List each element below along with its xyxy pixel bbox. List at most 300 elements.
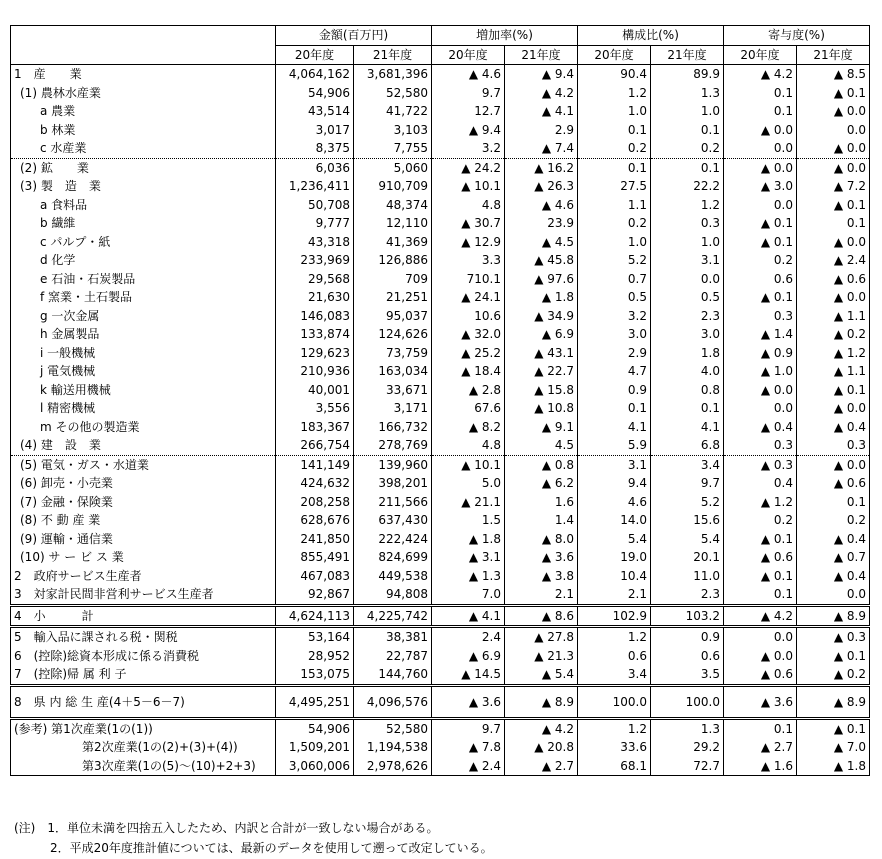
cell-value: 0.1 <box>724 102 797 121</box>
row-label: (6) 卸売・小売業 <box>20 476 113 491</box>
cell-value: 0.2 <box>578 139 651 158</box>
cell-value: 183,367 <box>276 418 354 437</box>
cell-value: 1.2 <box>578 84 651 103</box>
row-label: 6 (控除)総資本形成に係る消費税 <box>14 648 199 663</box>
row-label: i 一般機械 <box>40 345 96 360</box>
cell-value: ▲ 0.0 <box>797 288 870 307</box>
cell-value: 73,759 <box>354 344 432 363</box>
cell-value: 4.5 <box>505 436 578 455</box>
cell-value: 163,034 <box>354 362 432 381</box>
cell-value: ▲ 97.6 <box>505 270 578 289</box>
table-row <box>11 757 870 776</box>
cell-value: 0.5 <box>578 288 651 307</box>
table-row <box>11 288 870 307</box>
cell-value: ▲ 25.2 <box>432 344 505 363</box>
cell-value: ▲ 0.6 <box>797 270 870 289</box>
cell-value: ▲ 0.4 <box>797 567 870 586</box>
cell-value: ▲ 0.1 <box>797 647 870 666</box>
cell-value: 50,708 <box>276 196 354 215</box>
cell-value: 100.0 <box>651 685 724 718</box>
cell-value: 5.9 <box>578 436 651 455</box>
table-row <box>11 84 870 103</box>
cell-value: 637,430 <box>354 511 432 530</box>
cell-value: ▲ 4.2 <box>724 605 797 627</box>
row-label: k 輸送用機械 <box>40 382 111 397</box>
cell-value: 166,732 <box>354 418 432 437</box>
row-label: 4 小 計 <box>11 605 276 627</box>
cell-value: ▲ 0.0 <box>724 121 797 140</box>
gdp-table-wrap <box>10 25 870 776</box>
row-label: 7 (控除)帰 属 利 子 <box>14 667 127 682</box>
cell-value: 0.1 <box>651 399 724 418</box>
cell-value: ▲ 6.9 <box>505 325 578 344</box>
cell-value: 53,164 <box>276 627 354 647</box>
cell-value: 2.9 <box>578 344 651 363</box>
cell-value: 0.1 <box>578 399 651 418</box>
cell-value: 9,777 <box>276 214 354 233</box>
cell-value: 5.2 <box>578 251 651 270</box>
header-group-row <box>11 26 870 46</box>
cell-value: ▲ 10.1 <box>432 177 505 196</box>
row-label: a 農業 <box>40 104 76 119</box>
cell-value: ▲ 1.2 <box>797 344 870 363</box>
cell-value: 211,566 <box>354 493 432 512</box>
cell-value: 709 <box>354 270 432 289</box>
header-year: 20年度 <box>432 45 505 65</box>
cell-value: 241,850 <box>276 530 354 549</box>
cell-value: ▲ 4.2 <box>505 718 578 738</box>
row-label: (10) サ ー ビ ス 業 <box>20 550 124 565</box>
header-year: 21年度 <box>354 45 432 65</box>
cell-value: 54,906 <box>276 84 354 103</box>
cell-value: 4.7 <box>578 362 651 381</box>
cell-value: 1.2 <box>578 627 651 647</box>
cell-value: ▲ 9.4 <box>432 121 505 140</box>
cell-value: ▲ 24.2 <box>432 158 505 177</box>
cell-value: 12,110 <box>354 214 432 233</box>
cell-value: 90.4 <box>578 65 651 84</box>
cell-value: 3.2 <box>432 139 505 158</box>
cell-value: 1.0 <box>578 102 651 121</box>
cell-value: ▲ 21.1 <box>432 493 505 512</box>
cell-value: 102.9 <box>578 605 651 627</box>
cell-value: ▲ 22.7 <box>505 362 578 381</box>
table-row <box>11 685 870 718</box>
cell-value: 1.0 <box>651 233 724 252</box>
cell-value: ▲ 3.6 <box>724 685 797 718</box>
cell-value: ▲ 6.9 <box>432 647 505 666</box>
cell-value: 2.9 <box>505 121 578 140</box>
table-row <box>11 362 870 381</box>
cell-value: ▲ 1.1 <box>797 307 870 326</box>
cell-value: ▲ 8.0 <box>505 530 578 549</box>
cell-value: ▲ 8.9 <box>797 685 870 718</box>
cell-value: 0.0 <box>797 121 870 140</box>
cell-value: ▲ 4.6 <box>432 65 505 84</box>
table-row <box>11 493 870 512</box>
cell-value: 0.0 <box>724 139 797 158</box>
row-label: 1 産 業 <box>11 65 276 84</box>
table-row <box>11 233 870 252</box>
cell-value: 3,681,396 <box>354 65 432 84</box>
cell-value: 449,538 <box>354 567 432 586</box>
cell-value: 1,194,538 <box>354 738 432 757</box>
table-row <box>11 567 870 586</box>
cell-value: 208,258 <box>276 493 354 512</box>
cell-value: 15.6 <box>651 511 724 530</box>
cell-value: 3.1 <box>578 455 651 474</box>
cell-value: ▲ 0.6 <box>724 548 797 567</box>
cell-value: 2.3 <box>651 307 724 326</box>
cell-value: 0.2 <box>578 214 651 233</box>
cell-value: ▲ 3.0 <box>724 177 797 196</box>
cell-value: ▲ 0.0 <box>797 102 870 121</box>
footnote: 2．平成20年度推計値については、最新のデータを使用して遡って改定している。 <box>14 841 493 855</box>
cell-value: 3.2 <box>578 307 651 326</box>
cell-value: 103.2 <box>651 605 724 627</box>
cell-value: ▲ 16.2 <box>505 158 578 177</box>
cell-value: ▲ 2.7 <box>724 738 797 757</box>
table-row <box>11 381 870 400</box>
cell-value: ▲ 1.8 <box>505 288 578 307</box>
cell-value: 92,867 <box>276 585 354 605</box>
cell-value: ▲ 0.0 <box>797 139 870 158</box>
cell-value: 1.6 <box>505 493 578 512</box>
cell-value: ▲ 21.3 <box>505 647 578 666</box>
cell-value: ▲ 8.6 <box>505 605 578 627</box>
row-label: (参考) 第1次産業(1の(1)) <box>11 718 276 738</box>
cell-value: 0.1 <box>578 158 651 177</box>
cell-value: 14.0 <box>578 511 651 530</box>
cell-value: 0.1 <box>724 84 797 103</box>
cell-value: 5.4 <box>651 530 724 549</box>
cell-value: 41,722 <box>354 102 432 121</box>
cell-value: 3.4 <box>578 665 651 685</box>
cell-value: ▲ 4.5 <box>505 233 578 252</box>
cell-value: 0.3 <box>724 436 797 455</box>
cell-value: 43,514 <box>276 102 354 121</box>
cell-value: 100.0 <box>578 685 651 718</box>
cell-value: 6,036 <box>276 158 354 177</box>
cell-value: 0.0 <box>651 270 724 289</box>
footnote: (注) 1．単位未満を四捨五入したため、内訳と合計が一致しない場合がある。 <box>14 821 439 835</box>
cell-value: 4,624,113 <box>276 605 354 627</box>
header-year: 20年度 <box>724 45 797 65</box>
cell-value: 824,699 <box>354 548 432 567</box>
cell-value: ▲ 0.0 <box>797 399 870 418</box>
cell-value: ▲ 9.4 <box>505 65 578 84</box>
cell-value: ▲ 30.7 <box>432 214 505 233</box>
cell-value: 0.1 <box>651 158 724 177</box>
cell-value: 22,787 <box>354 647 432 666</box>
cell-value: ▲ 8.9 <box>505 685 578 718</box>
cell-value: 153,075 <box>276 665 354 685</box>
cell-value: 2,978,626 <box>354 757 432 776</box>
cell-value: ▲ 24.1 <box>432 288 505 307</box>
cell-value: ▲ 0.1 <box>724 567 797 586</box>
cell-value: 10.6 <box>432 307 505 326</box>
cell-value: 1.8 <box>651 344 724 363</box>
cell-value: ▲ 0.0 <box>797 233 870 252</box>
cell-value: ▲ 8.5 <box>797 65 870 84</box>
cell-value: 0.3 <box>797 436 870 455</box>
cell-value: ▲ 43.1 <box>505 344 578 363</box>
row-label: (1) 農林水産業 <box>20 85 101 100</box>
cell-value: 48,374 <box>354 196 432 215</box>
table-row <box>11 647 870 666</box>
cell-value: 40,001 <box>276 381 354 400</box>
row-label: 3 対家計民間非営利サービス生産者 <box>14 587 214 602</box>
cell-value: 4,064,162 <box>276 65 354 84</box>
cell-value: ▲ 12.9 <box>432 233 505 252</box>
cell-value: 0.2 <box>724 251 797 270</box>
header-year: 21年度 <box>797 45 870 65</box>
cell-value: 22.2 <box>651 177 724 196</box>
cell-value: 28,952 <box>276 647 354 666</box>
cell-value: 3.0 <box>578 325 651 344</box>
row-label: b 林業 <box>40 122 76 137</box>
cell-value: 19.0 <box>578 548 651 567</box>
row-label: c パルプ・紙 <box>40 234 111 249</box>
cell-value: 141,149 <box>276 455 354 474</box>
cell-value: 5.4 <box>578 530 651 549</box>
cell-value: ▲ 2.4 <box>797 251 870 270</box>
table-row <box>11 418 870 437</box>
cell-value: ▲ 34.9 <box>505 307 578 326</box>
table-row <box>11 65 870 84</box>
cell-value: 7.0 <box>432 585 505 605</box>
cell-value: 0.4 <box>724 474 797 493</box>
cell-value: 2.1 <box>578 585 651 605</box>
cell-value: ▲ 7.8 <box>432 738 505 757</box>
table-row <box>11 665 870 685</box>
gdp-table <box>10 25 870 776</box>
cell-value: 133,874 <box>276 325 354 344</box>
row-label: d 化学 <box>40 253 76 268</box>
cell-value: 3,017 <box>276 121 354 140</box>
cell-value: 11.0 <box>651 567 724 586</box>
table-row <box>11 121 870 140</box>
cell-value: ▲ 0.0 <box>724 158 797 177</box>
cell-value: 38,381 <box>354 627 432 647</box>
table-row <box>11 738 870 757</box>
table-row <box>11 139 870 158</box>
cell-value: 0.3 <box>724 307 797 326</box>
cell-value: ▲ 0.8 <box>505 455 578 474</box>
cell-value: ▲ 1.8 <box>432 530 505 549</box>
cell-value: 4.6 <box>578 493 651 512</box>
cell-value: 72.7 <box>651 757 724 776</box>
cell-value: 1.4 <box>505 511 578 530</box>
row-label: l 精密機械 <box>40 401 96 416</box>
row-label: c 水産業 <box>40 141 87 156</box>
cell-value: 52,580 <box>354 84 432 103</box>
cell-value: ▲ 7.0 <box>797 738 870 757</box>
cell-value: 1.2 <box>578 718 651 738</box>
table-row <box>11 251 870 270</box>
header-year: 21年度 <box>505 45 578 65</box>
cell-value: 4.8 <box>432 436 505 455</box>
cell-value: 5,060 <box>354 158 432 177</box>
cell-value: ▲ 3.6 <box>432 685 505 718</box>
cell-value: 9.7 <box>651 474 724 493</box>
cell-value: 1.3 <box>651 84 724 103</box>
cell-value: 278,769 <box>354 436 432 455</box>
cell-value: ▲ 5.4 <box>505 665 578 685</box>
cell-value: ▲ 0.7 <box>797 548 870 567</box>
cell-value: ▲ 1.3 <box>432 567 505 586</box>
cell-value: 29.2 <box>651 738 724 757</box>
cell-value: ▲ 1.8 <box>797 757 870 776</box>
cell-value: 0.1 <box>797 214 870 233</box>
table-row <box>11 511 870 530</box>
cell-value: 10.4 <box>578 567 651 586</box>
cell-value: 4,495,251 <box>276 685 354 718</box>
cell-value: ▲ 0.2 <box>797 325 870 344</box>
row-label: g 一次金属 <box>40 308 100 323</box>
cell-value: ▲ 3.8 <box>505 567 578 586</box>
table-row <box>11 196 870 215</box>
cell-value: ▲ 0.1 <box>797 196 870 215</box>
cell-value: 52,580 <box>354 718 432 738</box>
row-label: (5) 電気・ガス・水道業 <box>11 455 276 474</box>
cell-value: ▲ 0.4 <box>724 418 797 437</box>
cell-value: 0.3 <box>651 214 724 233</box>
cell-value: 8,375 <box>276 139 354 158</box>
cell-value: 33,671 <box>354 381 432 400</box>
header-contribution: 寄与度(%) <box>724 26 870 46</box>
cell-value: 0.6 <box>724 270 797 289</box>
cell-value: 43,318 <box>276 233 354 252</box>
cell-value: 0.9 <box>651 627 724 647</box>
cell-value: ▲ 7.2 <box>797 177 870 196</box>
table-row <box>11 307 870 326</box>
cell-value: ▲ 2.4 <box>432 757 505 776</box>
row-label: 第2次産業(1の(2)+(3)+(4)) <box>82 740 238 755</box>
cell-value: 9.4 <box>578 474 651 493</box>
cell-value: 3.1 <box>651 251 724 270</box>
cell-value: 4.1 <box>578 418 651 437</box>
row-label: 第3次産業(1の(5)～(10)+2+3) <box>82 758 256 773</box>
cell-value: 4.8 <box>432 196 505 215</box>
table-row <box>11 548 870 567</box>
cell-value: 89.9 <box>651 65 724 84</box>
cell-value: 1,236,411 <box>276 177 354 196</box>
cell-value: 20.1 <box>651 548 724 567</box>
table-body <box>11 65 870 776</box>
table-row <box>11 399 870 418</box>
cell-value: 2.3 <box>651 585 724 605</box>
cell-value: ▲ 4.2 <box>505 84 578 103</box>
cell-value: 0.2 <box>651 139 724 158</box>
cell-value: 1.3 <box>651 718 724 738</box>
cell-value: 424,632 <box>276 474 354 493</box>
row-label: h 金属製品 <box>40 327 100 342</box>
cell-value: ▲ 4.1 <box>432 605 505 627</box>
cell-value: 1.5 <box>432 511 505 530</box>
cell-value: 3.3 <box>432 251 505 270</box>
cell-value: ▲ 0.9 <box>724 344 797 363</box>
cell-value: 1.0 <box>651 102 724 121</box>
cell-value: ▲ 45.8 <box>505 251 578 270</box>
cell-value: 0.1 <box>651 121 724 140</box>
cell-value: ▲ 0.2 <box>797 665 870 685</box>
table-row <box>11 605 870 627</box>
row-label: 8 県 内 総 生 産(4＋5－6－7) <box>11 685 276 718</box>
cell-value: 7,755 <box>354 139 432 158</box>
cell-value: 9.7 <box>432 718 505 738</box>
cell-value: 129,623 <box>276 344 354 363</box>
cell-value: ▲ 0.1 <box>724 233 797 252</box>
cell-value: 0.1 <box>797 493 870 512</box>
cell-value: ▲ 0.6 <box>724 665 797 685</box>
cell-value: 0.9 <box>578 381 651 400</box>
cell-value: 94,808 <box>354 585 432 605</box>
cell-value: ▲ 32.0 <box>432 325 505 344</box>
cell-value: 0.0 <box>724 399 797 418</box>
header-year: 21年度 <box>651 45 724 65</box>
cell-value: ▲ 8.9 <box>797 605 870 627</box>
table-row <box>11 270 870 289</box>
header-growth-rate: 増加率(%) <box>432 26 578 46</box>
cell-value: 0.6 <box>578 647 651 666</box>
row-label: f 窯業・土石製品 <box>40 290 133 305</box>
cell-value: 628,676 <box>276 511 354 530</box>
row-label: m その他の製造業 <box>40 419 140 434</box>
cell-value: 1.2 <box>651 196 724 215</box>
cell-value: 95,037 <box>354 307 432 326</box>
table-row <box>11 214 870 233</box>
cell-value: 0.6 <box>651 647 724 666</box>
cell-value: 23.9 <box>505 214 578 233</box>
cell-value: ▲ 14.5 <box>432 665 505 685</box>
table-row <box>11 158 870 177</box>
cell-value: 3,060,006 <box>276 757 354 776</box>
cell-value: 0.0 <box>797 585 870 605</box>
cell-value: 0.7 <box>578 270 651 289</box>
cell-value: ▲ 4.2 <box>724 65 797 84</box>
cell-value: 0.2 <box>724 511 797 530</box>
cell-value: 21,630 <box>276 288 354 307</box>
cell-value: 12.7 <box>432 102 505 121</box>
cell-value: 3.0 <box>651 325 724 344</box>
cell-value: 0.5 <box>651 288 724 307</box>
cell-value: ▲ 10.1 <box>432 455 505 474</box>
cell-value: 3,556 <box>276 399 354 418</box>
cell-value: ▲ 0.6 <box>797 474 870 493</box>
cell-value: ▲ 18.4 <box>432 362 505 381</box>
cell-value: ▲ 1.0 <box>724 362 797 381</box>
cell-value: ▲ 20.8 <box>505 738 578 757</box>
cell-value: 266,754 <box>276 436 354 455</box>
table-row <box>11 474 870 493</box>
cell-value: ▲ 0.4 <box>797 530 870 549</box>
cell-value: ▲ 9.1 <box>505 418 578 437</box>
cell-value: 710.1 <box>432 270 505 289</box>
cell-value: 2.4 <box>432 627 505 647</box>
row-label: (7) 金融・保険業 <box>20 494 113 509</box>
cell-value: 222,424 <box>354 530 432 549</box>
row-label: e 石油・石炭製品 <box>40 271 136 286</box>
cell-value: 398,201 <box>354 474 432 493</box>
cell-value: 467,083 <box>276 567 354 586</box>
cell-value: ▲ 6.2 <box>505 474 578 493</box>
cell-value: ▲ 0.1 <box>724 288 797 307</box>
cell-value: 144,760 <box>354 665 432 685</box>
header-composition: 構成比(%) <box>578 26 724 46</box>
table-row <box>11 627 870 647</box>
row-label: b 繊維 <box>40 216 76 231</box>
